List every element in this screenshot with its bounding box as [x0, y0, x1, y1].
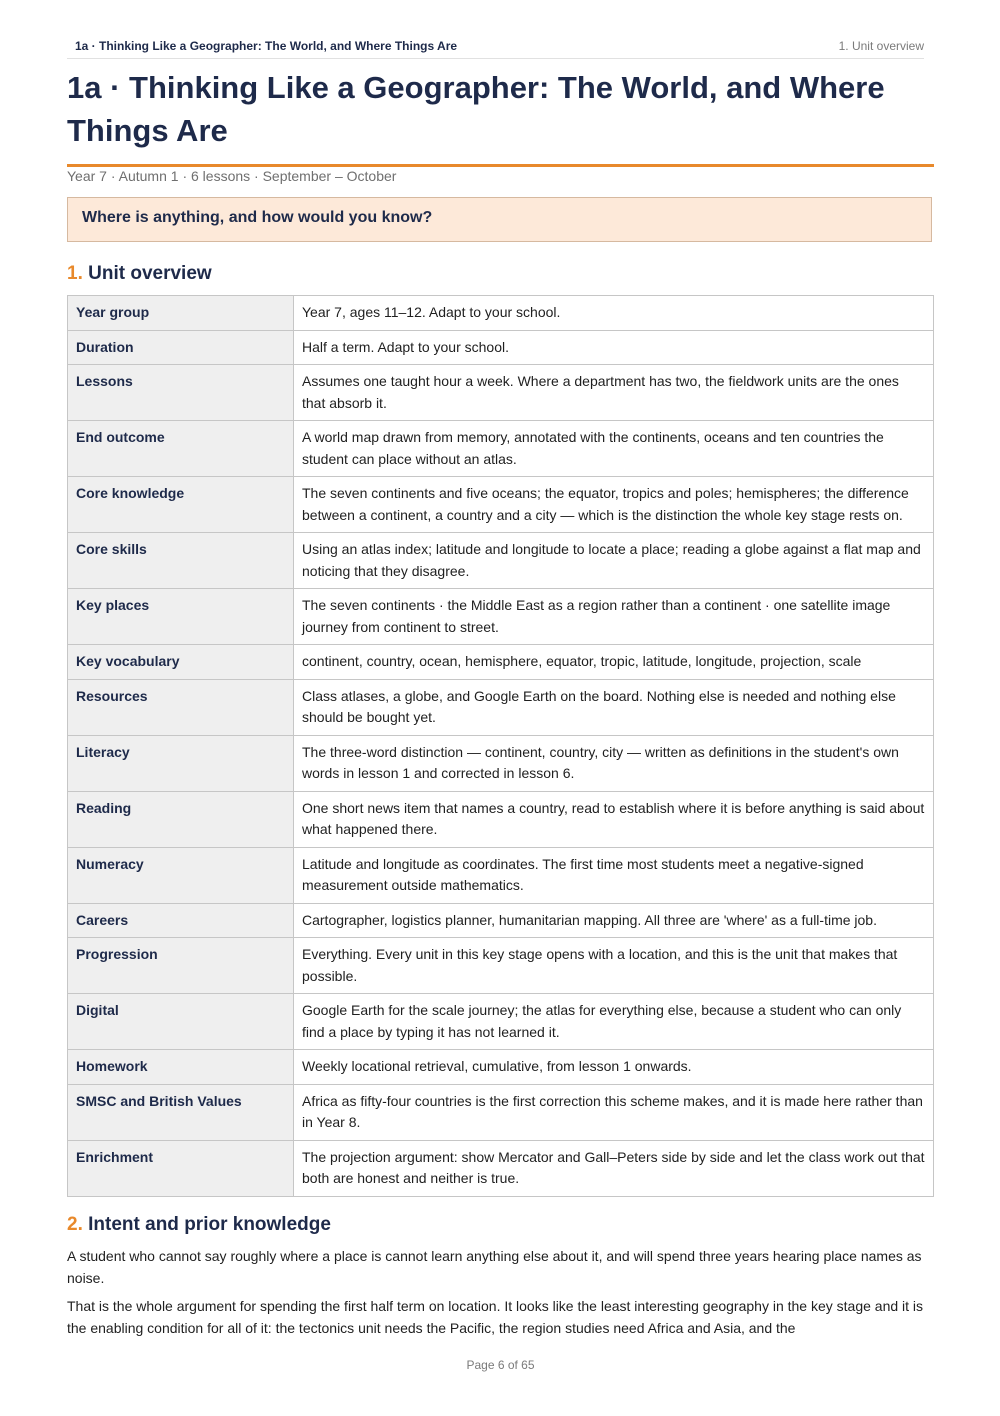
- section-heading-intent: [67, 1214, 331, 1236]
- row-value: Latitude and longitude as coordinates. The first time most students meet a negative-signed measurement outside mathematics.: [294, 847, 934, 903]
- table-row: [68, 903, 934, 938]
- row-key: Lessons: [68, 365, 294, 421]
- row-key: Core knowledge: [68, 477, 294, 533]
- row-key: Enrichment: [68, 1140, 294, 1196]
- row-key: Literacy: [68, 735, 294, 791]
- running-header-title: 1a · Thinking Like a Geographer: The World, and Where Things Are: [75, 39, 458, 53]
- section-heading-unit-overview: [67, 263, 212, 285]
- row-value: A world map drawn from memory, annotated with the continents, oceans and ten countries the student can place without an atlas.: [294, 421, 934, 477]
- running-header: [67, 36, 924, 59]
- table-row: [68, 365, 934, 421]
- table-row: [68, 645, 934, 680]
- section-title: Unit overview: [88, 263, 212, 284]
- table-row: [68, 296, 934, 331]
- table-row: [68, 847, 934, 903]
- table-row: [68, 735, 934, 791]
- row-key: Duration: [68, 330, 294, 365]
- row-key: Resources: [68, 679, 294, 735]
- key-question-text: Where is anything, and how would you know?: [82, 209, 433, 226]
- row-value: Cartographer, logistics planner, humanitarian mapping. All three are 'where' as a full-time job.: [294, 903, 934, 938]
- row-key: Core skills: [68, 533, 294, 589]
- row-value: Using an atlas index; latitude and longitude to locate a place; reading a globe against a flat map and noticing that they disagree.: [294, 533, 934, 589]
- table-row: [68, 533, 934, 589]
- table-row: [68, 421, 934, 477]
- table-row: [68, 589, 934, 645]
- row-value: Year 7, ages 11–12. Adapt to your school.: [294, 296, 934, 331]
- table-row: [68, 938, 934, 994]
- row-value: Africa as fifty-four countries is the first correction this scheme makes, and it is made here rather than in Year 8.: [294, 1084, 934, 1140]
- page-number: Page 6 of 65: [466, 1358, 535, 1372]
- row-value: continent, country, ocean, hemisphere, equator, tropic, latitude, longitude, projection, scale: [294, 645, 934, 680]
- unit-meta: Year 7 · Autumn 1 · 6 lessons · September – October: [67, 168, 397, 184]
- row-key: End outcome: [68, 421, 294, 477]
- row-key: Key places: [68, 589, 294, 645]
- row-value: Weekly locational retrieval, cumulative, from lesson 1 onwards.: [294, 1050, 934, 1085]
- row-value: Half a term. Adapt to your school.: [294, 330, 934, 365]
- row-key: Reading: [68, 791, 294, 847]
- row-key: Numeracy: [68, 847, 294, 903]
- row-value: Assumes one taught hour a week. Where a department has two, the fieldwork units are the ones that absorb it.: [294, 365, 934, 421]
- table-row: [68, 1050, 934, 1085]
- table-row: [68, 477, 934, 533]
- row-value: Google Earth for the scale journey; the atlas for everything else, because a student who can only find a place by typing it has not learned it.: [294, 994, 934, 1050]
- table-row: [68, 1140, 934, 1196]
- document-page: [67, 0, 934, 1416]
- row-value: The seven continents and five oceans; the equator, tropics and poles; hemispheres; the difference between a continent, a country and a city — which is the distinction the whole key stage rests on.: [294, 477, 934, 533]
- intent-paragraph: That is the whole argument for spending the first half term on location. It looks like the least interesting geography in the key stage and it is the enabling condition for all of it: the tectonics unit needs the Pacific, the region studies need Africa and Asia, and the: [67, 1298, 924, 1336]
- row-key: Digital: [68, 994, 294, 1050]
- table-row: [68, 330, 934, 365]
- row-value: Everything. Every unit in this key stage opens with a location, and this is the unit that makes that possible.: [294, 938, 934, 994]
- row-value: Class atlases, a globe, and Google Earth on the board. Nothing else is needed and nothing else should be bought yet.: [294, 679, 934, 735]
- section-title: Intent and prior knowledge: [88, 1214, 331, 1235]
- intent-paragraph: A student who cannot say roughly where a place is cannot learn anything else about it, and will spend three years hearing place names as noise.: [67, 1248, 922, 1286]
- row-value: One short news item that names a country, read to establish where it is before anything is said about what happened there.: [294, 791, 934, 847]
- page-title: 1a · Thinking Like a Geographer: The World, and Where Things Are: [67, 66, 934, 167]
- section-number: 2.: [67, 1214, 83, 1235]
- section-number: 1.: [67, 263, 83, 284]
- row-key: Careers: [68, 903, 294, 938]
- row-value: The three-word distinction — continent, country, city — written as definitions in the student's own words in lesson 1 and corrected in lesson 6.: [294, 735, 934, 791]
- row-key: SMSC and British Values: [68, 1084, 294, 1140]
- key-question-box: [67, 197, 932, 242]
- row-value: The seven continents · the Middle East as a region rather than a continent · one satellite image journey from continent to street.: [294, 589, 934, 645]
- row-key: Year group: [68, 296, 294, 331]
- row-value: The projection argument: show Mercator and Gall–Peters side by side and let the class work out that both are honest and neither is true.: [294, 1140, 934, 1196]
- table-row: [68, 679, 934, 735]
- table-row: [68, 791, 934, 847]
- table-row: [68, 1084, 934, 1140]
- unit-overview-table: [67, 295, 934, 1197]
- table-row: [68, 994, 934, 1050]
- row-key: Homework: [68, 1050, 294, 1085]
- row-key: Progression: [68, 938, 294, 994]
- row-key: Key vocabulary: [68, 645, 294, 680]
- running-header-section: 1. Unit overview: [838, 39, 924, 53]
